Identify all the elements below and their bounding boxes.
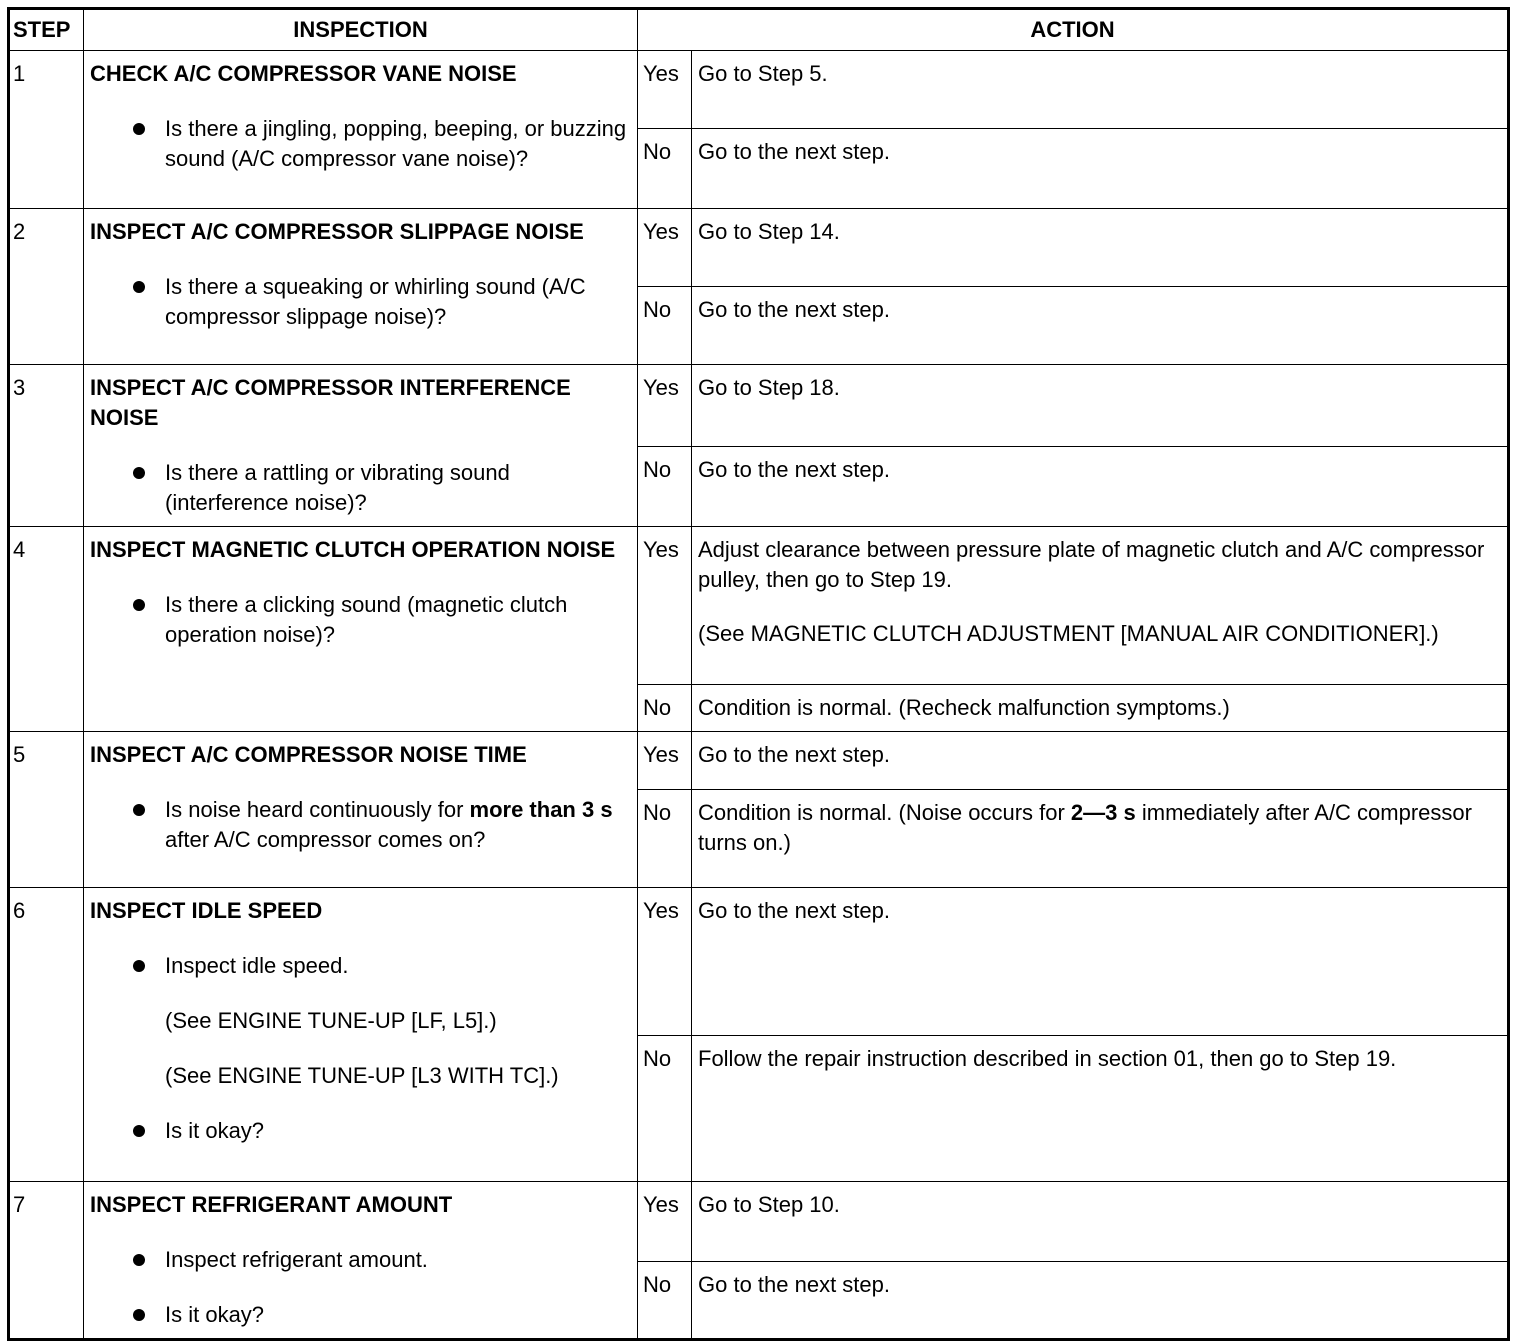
- no-label: No: [638, 685, 692, 732]
- yes-action: Go to Step 5.: [692, 51, 1509, 129]
- yes-action: Go to Step 14.: [692, 209, 1509, 287]
- bullet-item: [90, 795, 631, 855]
- yes-label: Yes: [638, 1182, 692, 1262]
- yes-action: Go to Step 18.: [692, 365, 1509, 447]
- step-6-yes-row: [9, 888, 1509, 1036]
- step-title: INSPECT IDLE SPEED: [90, 898, 323, 923]
- step-title: INSPECT A/C COMPRESSOR SLIPPAGE NOISE: [90, 219, 584, 244]
- diagnostic-procedure-sheet: [7, 7, 1507, 1341]
- step-title: INSPECT A/C COMPRESSOR INTERFERENCE NOISE: [90, 375, 571, 430]
- yes-action: Go to Step 10.: [692, 1182, 1509, 1262]
- yes-action-text: Adjust clearance between pressure plate of magnetic clutch and A/C compressor pulley, then go to Step 19.: [698, 537, 1485, 592]
- yes-label: Yes: [638, 732, 692, 790]
- step-3-yes-row: [9, 365, 1509, 447]
- no-action: Go to the next step.: [692, 1262, 1509, 1340]
- inspection-header: INSPECTION: [84, 9, 638, 51]
- inspection-cell: [84, 1182, 638, 1340]
- inspection-cell: [84, 51, 638, 209]
- action-header: ACTION: [638, 9, 1509, 51]
- step-number: 4: [9, 527, 84, 732]
- bullet-text: Is noise heard continuously for: [165, 797, 470, 822]
- step-5-yes-row: [9, 732, 1509, 790]
- no-label: No: [638, 287, 692, 365]
- reference-note: (See ENGINE TUNE-UP [LF, L5].): [165, 1008, 497, 1033]
- inspection-cell: [84, 209, 638, 365]
- no-action: Condition is normal. (Recheck malfunction symptoms.): [692, 685, 1509, 732]
- step-title: INSPECT MAGNETIC CLUTCH OPERATION NOISE: [90, 537, 616, 562]
- no-label: No: [638, 129, 692, 209]
- step-title: INSPECT A/C COMPRESSOR NOISE TIME: [90, 742, 527, 767]
- step-1-yes-row: [9, 51, 1509, 129]
- no-label: No: [638, 790, 692, 888]
- step-number: 1: [9, 51, 84, 209]
- no-label: No: [638, 1262, 692, 1340]
- no-action: Go to the next step.: [692, 287, 1509, 365]
- yes-action: [692, 527, 1509, 685]
- yes-label: Yes: [638, 888, 692, 1036]
- yes-label: Yes: [638, 209, 692, 287]
- no-action-text: immediately after A/C compressor turns on.): [698, 800, 1472, 855]
- no-action: Go to the next step.: [692, 129, 1509, 209]
- bullet-item: Is there a rattling or vibrating sound (interference noise)?: [90, 458, 631, 518]
- diagnostic-table: [7, 7, 1510, 1341]
- inspection-cell: [84, 527, 638, 732]
- header-row: [9, 9, 1509, 51]
- step-number: 5: [9, 732, 84, 888]
- bullet-emphasis: more than 3 s: [469, 797, 613, 822]
- inspection-cell: [84, 732, 638, 888]
- bullet-item: Is it okay?: [90, 1300, 631, 1330]
- bullet-item: Is there a jingling, popping, beeping, or buzzing sound (A/C compressor vane noise)?: [90, 114, 631, 174]
- step-7-yes-row: [9, 1182, 1509, 1262]
- yes-action-reference: (See MAGNETIC CLUTCH ADJUSTMENT [MANUAL AIR CONDITIONER].): [698, 621, 1439, 646]
- no-label: No: [638, 447, 692, 527]
- step-number: 6: [9, 888, 84, 1182]
- step-number: 3: [9, 365, 84, 527]
- step-header: STEP: [9, 9, 84, 51]
- bullet-item: Is it okay?: [90, 1116, 631, 1146]
- step-title: CHECK A/C COMPRESSOR VANE NOISE: [90, 61, 517, 86]
- no-action-emphasis: 2—3 s: [1070, 800, 1136, 825]
- no-action-text: Condition is normal. (Noise occurs for: [698, 800, 1071, 825]
- yes-label: Yes: [638, 365, 692, 447]
- bullet-item: Inspect idle speed.: [90, 951, 631, 981]
- no-label: No: [638, 1036, 692, 1182]
- bullet-item: Is there a squeaking or whirling sound (A/C compressor slippage noise)?: [90, 272, 631, 332]
- no-action: Go to the next step.: [692, 447, 1509, 527]
- reference-note: (See ENGINE TUNE-UP [L3 WITH TC].): [165, 1063, 559, 1088]
- yes-action: Go to the next step.: [692, 732, 1509, 790]
- step-number: 7: [9, 1182, 84, 1340]
- yes-label: Yes: [638, 51, 692, 129]
- step-number: 2: [9, 209, 84, 365]
- bullet-item: Is there a clicking sound (magnetic clutch operation noise)?: [90, 590, 631, 650]
- bullet-text: after A/C compressor comes on?: [165, 827, 486, 852]
- yes-action: Go to the next step.: [692, 888, 1509, 1036]
- inspection-cell: [84, 365, 638, 527]
- no-action: Follow the repair instruction described in section 01, then go to Step 19.: [692, 1036, 1509, 1182]
- yes-label: Yes: [638, 527, 692, 685]
- bullet-item: Inspect refrigerant amount.: [90, 1245, 631, 1275]
- step-title: INSPECT REFRIGERANT AMOUNT: [90, 1192, 453, 1217]
- step-4-yes-row: [9, 527, 1509, 685]
- inspection-cell: [84, 888, 638, 1182]
- step-2-yes-row: [9, 209, 1509, 287]
- no-action: [692, 790, 1509, 888]
